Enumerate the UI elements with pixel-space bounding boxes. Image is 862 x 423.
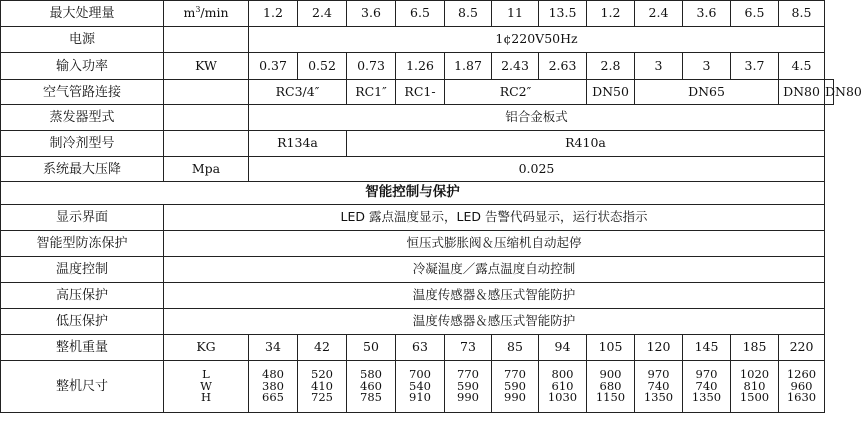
dim-l: 520	[311, 367, 333, 382]
input-power-cell: 2.43	[492, 53, 539, 80]
dim-w: 610	[551, 378, 574, 393]
label-pipe: 空气管路连接	[1, 80, 164, 105]
weight-cell: 50	[347, 335, 396, 361]
dim-h: 1150	[595, 390, 626, 405]
weight-cell: 63	[396, 335, 445, 361]
label-evaporator: 蒸发器型式	[1, 105, 164, 131]
label-power-supply: 电源	[1, 27, 164, 53]
refrigerant-cell: R134a	[249, 131, 347, 157]
dim-h: 990	[504, 390, 526, 405]
flow-cell: 11	[492, 1, 539, 27]
display-value: LED 露点温度显示，LED 告警代码显示，运行状态指示	[164, 205, 825, 231]
dim-h: 1030	[547, 390, 578, 405]
dim-h: 1350	[643, 390, 674, 405]
row-temp-control	[1, 257, 834, 283]
row-pipe	[1, 80, 834, 105]
label-temp-control: 温度控制	[1, 257, 164, 283]
flow-cell: 6.5	[731, 1, 779, 27]
dim-w: 740	[695, 378, 718, 393]
unit-flow-base: m	[183, 5, 196, 21]
dim-l: 480	[262, 367, 284, 382]
low-pressure-value: 温度传感器＆感压式智能防护	[164, 309, 825, 335]
pipe-cell: RC1-	[396, 80, 445, 105]
dims-cell	[635, 361, 683, 413]
row-low-pressure	[1, 309, 834, 335]
weight-cell: 120	[635, 335, 683, 361]
input-power-cell: 0.73	[347, 53, 396, 80]
dim-h: 910	[409, 390, 431, 405]
weight-cell: 105	[587, 335, 635, 361]
dim-w: 960	[790, 378, 813, 393]
label-dimensions: 整机尺寸	[1, 361, 164, 413]
dims-cell	[445, 361, 492, 413]
flow-cell: 3.6	[347, 1, 396, 27]
dim-l: 1260	[786, 367, 817, 382]
unit-refrigerant	[164, 131, 249, 157]
unit-flow-rest: /min	[200, 5, 229, 21]
unit-power: KW	[164, 53, 249, 80]
input-power-cell: 3	[635, 53, 683, 80]
row-dimensions	[1, 361, 834, 413]
dim-w: 680	[599, 378, 622, 393]
input-power-cell: 0.52	[298, 53, 347, 80]
dim-label-l: L	[202, 367, 210, 382]
dims-cell	[779, 361, 825, 413]
flow-cell: 8.5	[779, 1, 825, 27]
dim-h: 1350	[691, 390, 722, 405]
pipe-cell: DN65	[635, 80, 779, 105]
section-heading: 智能控制与保护	[1, 182, 825, 205]
temp-control-value: 冷凝温度／露点温度自动控制	[164, 257, 825, 283]
row-evaporator	[1, 105, 834, 131]
weight-cell: 220	[779, 335, 825, 361]
dims-cell	[539, 361, 587, 413]
dim-w: 590	[504, 378, 526, 393]
flow-cell: 8.5	[445, 1, 492, 27]
row-input-power	[1, 53, 834, 80]
pipe-cell: RC1″	[347, 80, 396, 105]
dim-l: 900	[599, 367, 622, 382]
dim-l: 1020	[739, 367, 770, 382]
refrigerant-cell: R410a	[347, 131, 825, 157]
dim-l: 770	[504, 367, 526, 382]
dim-w: 810	[743, 378, 766, 393]
label-refrigerant: 制冷剂型号	[1, 131, 164, 157]
dims-cell	[731, 361, 779, 413]
unit-pressure: Mpa	[164, 157, 249, 182]
dim-w: 590	[457, 378, 479, 393]
unit-weight: KG	[164, 335, 249, 361]
dim-label-w: W	[200, 378, 212, 393]
row-refrigerant	[1, 131, 834, 157]
dim-h: 725	[311, 390, 333, 405]
weight-cell: 145	[683, 335, 731, 361]
weight-cell: 94	[539, 335, 587, 361]
weight-cell: 42	[298, 335, 347, 361]
input-power-cell: 1.87	[445, 53, 492, 80]
dim-l: 970	[647, 367, 670, 382]
weight-cell: 85	[492, 335, 539, 361]
label-input-power: 输入功率	[1, 53, 164, 80]
weight-cell: 34	[249, 335, 298, 361]
dims-cell	[396, 361, 445, 413]
input-power-cell: 2.63	[539, 53, 587, 80]
evaporator-value: 铝合金板式	[249, 105, 825, 131]
dims-cell	[587, 361, 635, 413]
input-power-cell: 3.7	[731, 53, 779, 80]
dim-l: 770	[457, 367, 479, 382]
dim-h: 1500	[739, 390, 770, 405]
dims-cell	[298, 361, 347, 413]
dim-w: 540	[409, 378, 431, 393]
pipe-cell: DN50	[587, 80, 635, 105]
unit-flow	[164, 1, 249, 27]
label-display: 显示界面	[1, 205, 164, 231]
input-power-cell: 1.26	[396, 53, 445, 80]
dim-l: 970	[695, 367, 718, 382]
input-power-cell: 3	[683, 53, 731, 80]
pressure-drop-value: 0.025	[249, 157, 825, 182]
row-section	[1, 182, 834, 205]
dim-h: 990	[457, 390, 479, 405]
dims-cell	[249, 361, 298, 413]
weight-cell: 185	[731, 335, 779, 361]
label-weight: 整机重量	[1, 335, 164, 361]
pipe-cell: DN80	[825, 80, 834, 105]
row-power-supply	[1, 27, 834, 53]
row-pressure-drop	[1, 157, 834, 182]
power-supply-value: 1¢220V50Hz	[249, 27, 825, 53]
dim-label-h: H	[200, 390, 212, 405]
antifreeze-value: 恒压式膨胀阀＆压缩机自动起停	[164, 231, 825, 257]
pipe-cell: RC3/4″	[249, 80, 347, 105]
row-display	[1, 205, 834, 231]
row-flow	[1, 1, 834, 27]
input-power-cell: 2.8	[587, 53, 635, 80]
row-high-pressure	[1, 283, 834, 309]
dim-h: 665	[262, 390, 284, 405]
dim-l: 580	[360, 367, 382, 382]
flow-cell: 2.4	[298, 1, 347, 27]
dim-l: 800	[551, 367, 574, 382]
unit-pipe	[164, 80, 249, 105]
unit-evaporator	[164, 105, 249, 131]
row-antifreeze	[1, 231, 834, 257]
input-power-cell: 0.37	[249, 53, 298, 80]
dim-h: 785	[360, 390, 382, 405]
label-flow: 最大处理量	[1, 1, 164, 27]
dim-w: 460	[360, 378, 382, 393]
label-low-pressure: 低压保护	[1, 309, 164, 335]
weight-cell: 73	[445, 335, 492, 361]
dims-cell	[492, 361, 539, 413]
flow-cell: 13.5	[539, 1, 587, 27]
pipe-cell: RC2″	[445, 80, 587, 105]
dim-w: 740	[647, 378, 670, 393]
unit-flow-sup: 3	[195, 5, 201, 15]
flow-cell: 1.2	[587, 1, 635, 27]
dim-w: 410	[311, 378, 333, 393]
dim-h: 1630	[786, 390, 817, 405]
dim-l: 700	[409, 367, 431, 382]
label-pressure-drop: 系统最大压降	[1, 157, 164, 182]
dim-w: 380	[262, 378, 284, 393]
unit-power-supply	[164, 27, 249, 53]
label-high-pressure: 高压保护	[1, 283, 164, 309]
row-weight	[1, 335, 834, 361]
label-antifreeze: 智能型防冻保护	[1, 231, 164, 257]
flow-cell: 6.5	[396, 1, 445, 27]
unit-dimensions	[164, 361, 249, 413]
dims-cell	[683, 361, 731, 413]
high-pressure-value: 温度传感器＆感压式智能防护	[164, 283, 825, 309]
flow-cell: 2.4	[635, 1, 683, 27]
flow-cell: 3.6	[683, 1, 731, 27]
input-power-cell: 4.5	[779, 53, 825, 80]
pipe-cell: DN80	[779, 80, 825, 105]
dims-cell	[347, 361, 396, 413]
flow-cell: 1.2	[249, 1, 298, 27]
